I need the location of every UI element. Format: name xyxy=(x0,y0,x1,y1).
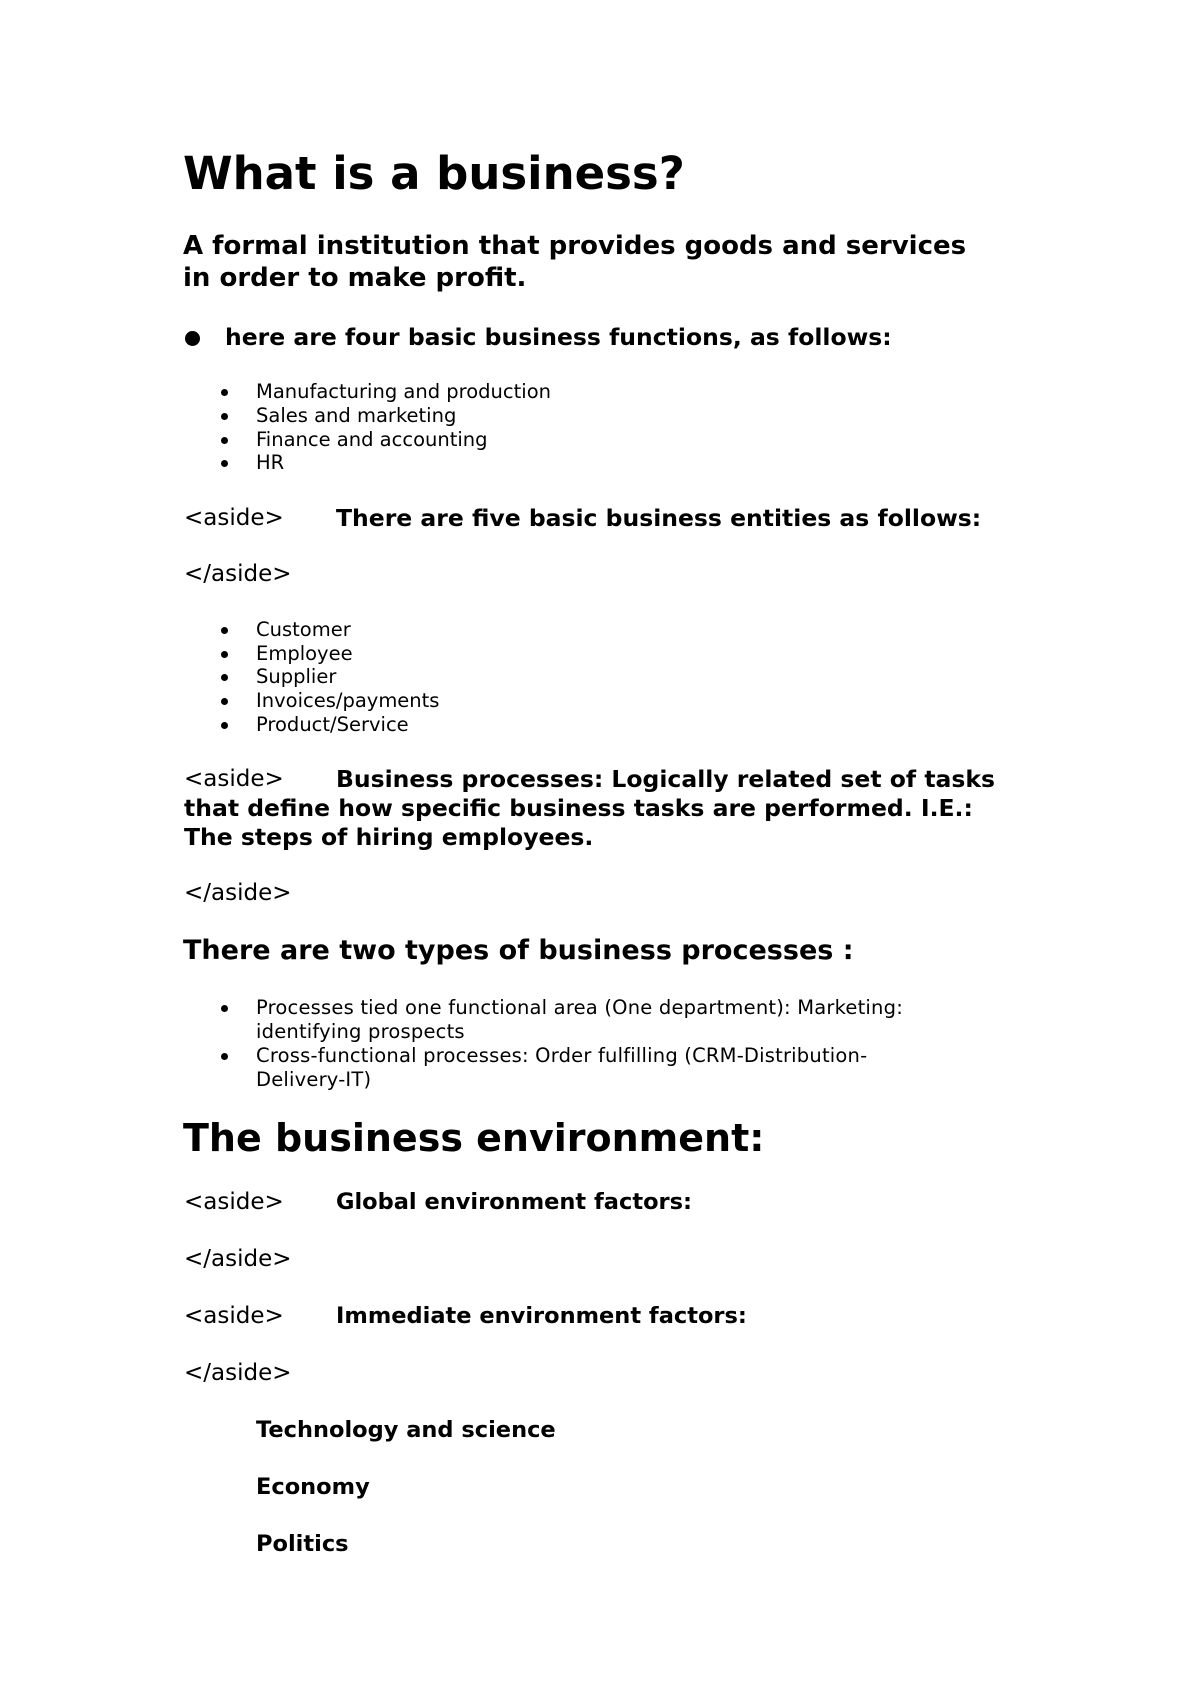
list-item: Sales and marketing xyxy=(256,404,457,427)
aside-close-tag: </aside> xyxy=(184,1360,292,1386)
aside-open-tag: <aside> xyxy=(184,1189,284,1215)
bullet-icon xyxy=(221,460,228,467)
bullet-icon xyxy=(221,413,228,420)
page-title: What is a business? xyxy=(183,147,685,200)
list-item: Product/Service xyxy=(256,713,409,736)
aside-close-tag: </aside> xyxy=(184,561,292,587)
processes-def-line-3: The steps of hiring employees. xyxy=(184,823,594,851)
aside-open-tag: <aside> xyxy=(184,766,284,792)
bullet-icon xyxy=(221,698,228,705)
bullet-icon xyxy=(221,389,228,396)
list-item: Employee xyxy=(256,642,353,665)
list-item-line-2: identifying prospects xyxy=(256,1020,465,1043)
list-item-line-1: Cross-functional processes: Order fulfilling (CRM-Distribution- xyxy=(256,1044,868,1067)
list-item: Customer xyxy=(256,618,351,641)
process-types-heading: There are two types of business processes : xyxy=(183,935,854,966)
bullet-icon xyxy=(221,627,228,634)
list-item: HR xyxy=(256,451,285,474)
list-item-line-2: Delivery-IT) xyxy=(256,1068,372,1091)
environment-heading: The business environment: xyxy=(183,1116,765,1160)
factor-item: Technology and science xyxy=(256,1417,556,1443)
list-item: Finance and accounting xyxy=(256,428,488,451)
bullet-icon xyxy=(221,1053,228,1060)
list-item: Manufacturing and production xyxy=(256,380,551,403)
list-item: Invoices/payments xyxy=(256,689,440,712)
immediate-factors-label: Immediate environment factors: xyxy=(336,1303,747,1329)
bullet-icon xyxy=(221,1005,228,1012)
list-item: Supplier xyxy=(256,665,337,688)
bullet-icon xyxy=(185,331,200,346)
aside-close-tag: </aside> xyxy=(184,880,292,906)
aside-close-tag: </aside> xyxy=(184,1246,292,1272)
bullet-icon xyxy=(221,437,228,444)
definition-line-1: A formal institution that provides goods and services xyxy=(183,231,967,261)
bullet-icon xyxy=(221,651,228,658)
list-item-line-1: Processes tied one functional area (One department): Marketing: xyxy=(256,996,903,1019)
processes-def-line-1: Business processes: Logically related set of tasks xyxy=(336,765,996,793)
definition-line-2: in order to make profit. xyxy=(183,263,527,293)
entities-heading: There are five basic business entities as follows: xyxy=(336,504,982,532)
functions-heading: here are four basic business functions, as follows: xyxy=(225,323,892,351)
bullet-icon xyxy=(221,674,228,681)
factor-item: Economy xyxy=(256,1474,370,1500)
bullet-icon xyxy=(221,722,228,729)
aside-open-tag: <aside> xyxy=(184,1303,284,1329)
processes-def-line-2: that define how specific business tasks are performed. I.E.: xyxy=(184,794,973,822)
aside-open-tag: <aside> xyxy=(184,505,284,531)
factor-item: Politics xyxy=(256,1531,349,1557)
global-factors-label: Global environment factors: xyxy=(336,1189,693,1215)
